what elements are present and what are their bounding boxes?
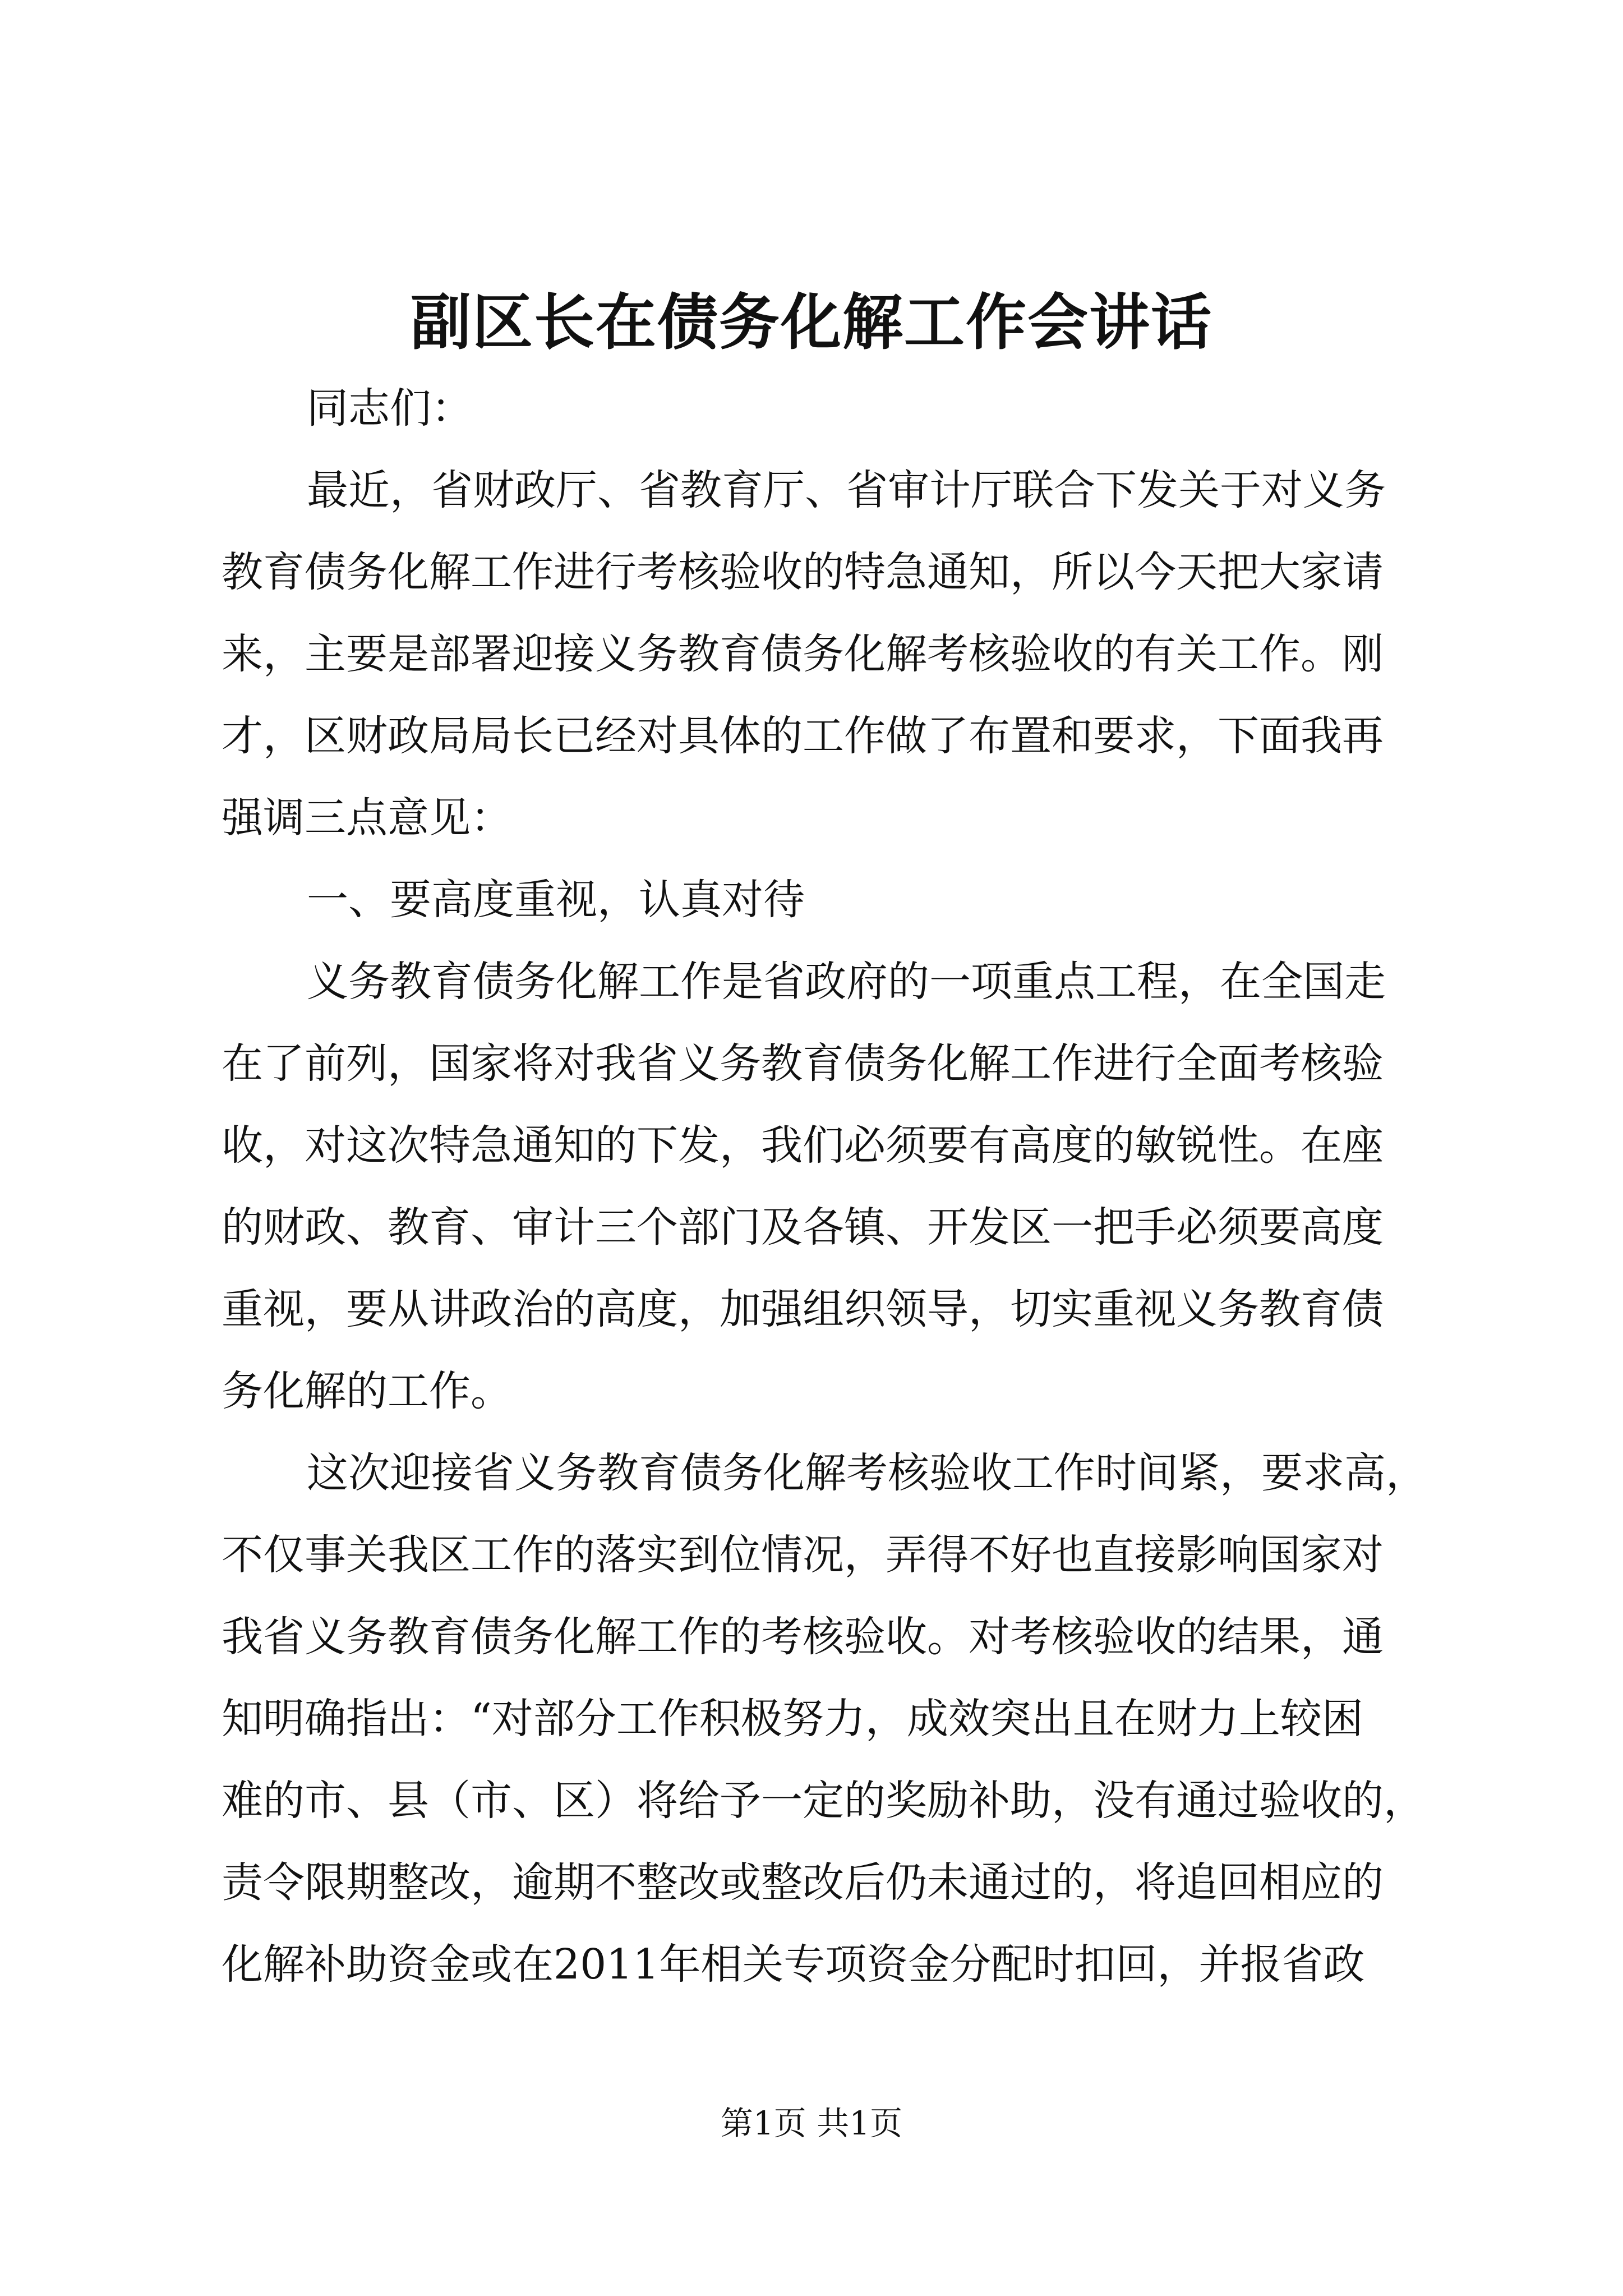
paragraph-line: 务化解的工作。	[222, 1367, 512, 1415]
page-footer: 第1页 共1页	[720, 2104, 903, 2142]
paragraph-line: 才，区财政局局长已经对具体的工作做了布置和要求，下面我再	[222, 712, 1384, 760]
document-title: 副区长在债务化解工作会讲话	[410, 287, 1212, 358]
section-heading: 一、要高度重视，认真对待	[307, 876, 805, 924]
paragraph-line: 不仅事关我区工作的落实到位情况，弄得不好也直接影响国家对	[222, 1531, 1384, 1579]
paragraph-line: 收，对这次特急通知的下发，我们必须要有高度的敏锐性。在座	[222, 1121, 1384, 1170]
paragraph-line: 化解补助资金或在2011年相关专项资金分配时扣回，并报省政	[222, 1940, 1365, 1989]
paragraph-line: 的财政、教育、审计三个部门及各镇、开发区一把手必须要高度	[222, 1203, 1384, 1251]
paragraph-line: 最近，省财政厅、省教育厅、省审计厅联合下发关于对义务	[307, 466, 1386, 514]
paragraph-line: 强调三点意见：	[222, 794, 512, 842]
document-body	[222, 367, 1427, 2005]
paragraph-line: 教育债务化解工作进行考核验收的特急通知，所以今天把大家请	[222, 548, 1384, 596]
paragraph-line: 来，主要是部署迎接义务教育债务化解考核验收的有关工作。刚	[222, 630, 1384, 678]
salutation-line: 同志们：	[307, 384, 473, 432]
paragraph-line: 知明确指出：“对部分工作积极努力，成效突出且在财力上较困	[222, 1695, 1363, 1743]
paragraph-line: 这次迎接省义务教育债务化解考核验收工作时间紧，要求高，	[307, 1449, 1427, 1497]
paragraph-line: 我省义务教育债务化解工作的考核验收。对考核验收的结果，通	[222, 1613, 1384, 1661]
paragraph-line: 在了前列，国家将对我省义务教育债务化解工作进行全面考核验	[222, 1039, 1384, 1088]
paragraph-line: 责令限期整改，逾期不整改或整改后仍未通过的，将追回相应的	[222, 1858, 1384, 1907]
paragraph-line: 难的市、县（市、区）将给予一定的奖励补助，没有通过验收的，	[222, 1777, 1425, 1825]
paragraph-line: 义务教育债务化解工作是省政府的一项重点工程，在全国走	[307, 958, 1386, 1006]
paragraph-line: 重视，要从讲政治的高度，加强组织领导，切实重视义务教育债	[222, 1285, 1384, 1333]
